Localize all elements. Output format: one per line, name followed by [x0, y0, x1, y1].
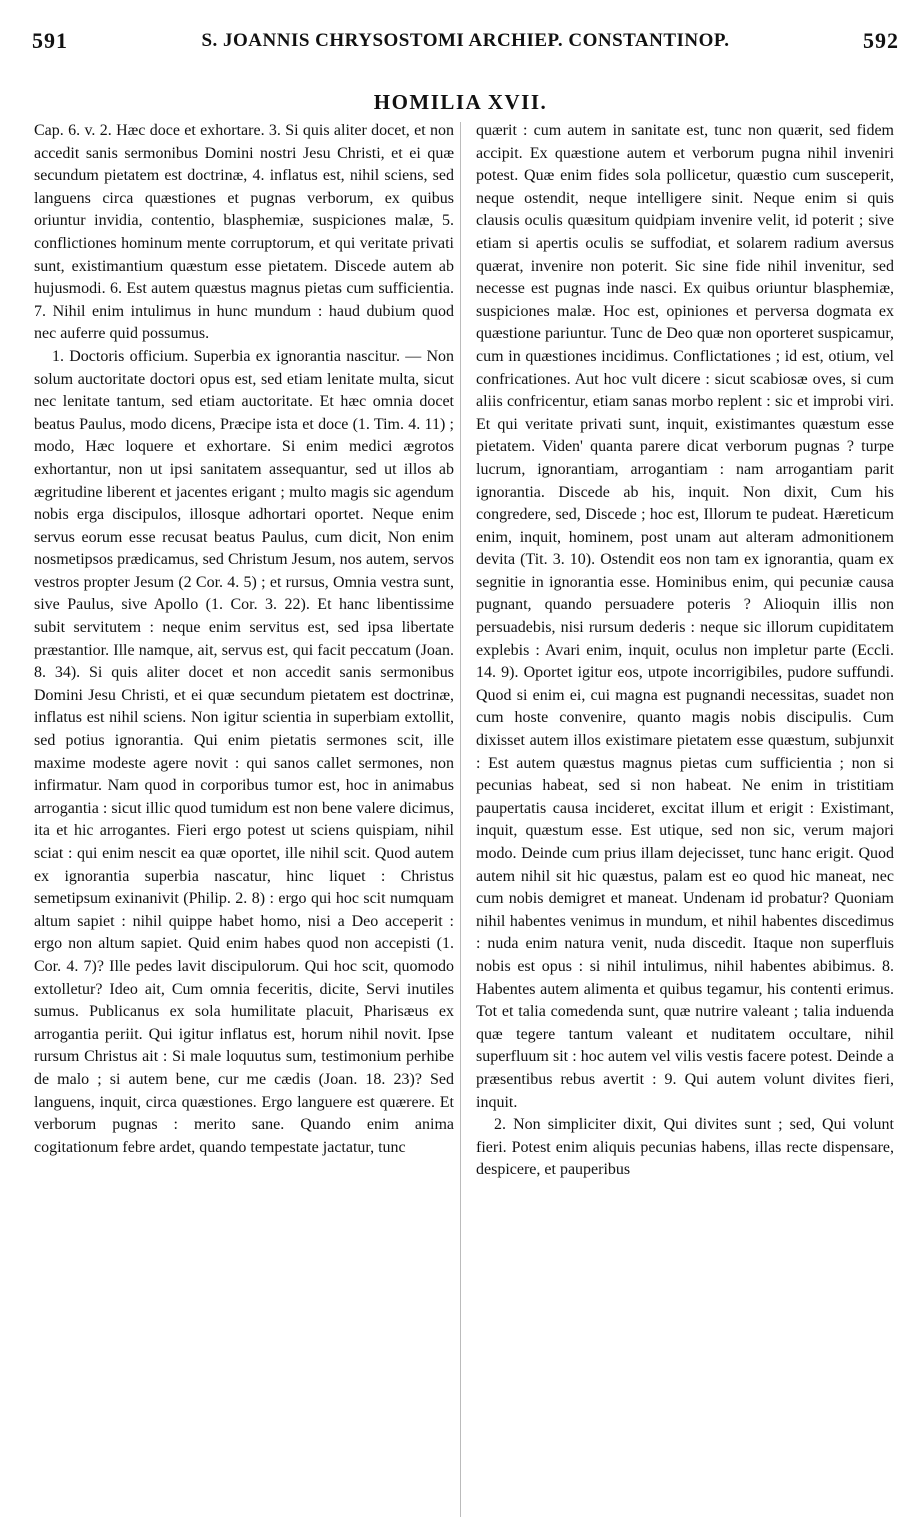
paragraph-1: 1. Doctoris officium. Superbia ex ignorantia nascitur. — Non solum auctoritate doctori opus est, sed etiam lenitate multa, sicut nec lenitate tantum, sed etiam auctoritate. Et hæc omnia docet beatus Paulus, modo dicens, Præcipe ista et doce (1. Tim. 4. 11) ; modo, Hæc loquere et exhortare. Si enim medici ægrotos exhortantur, non ut ipsi sanitatem assequantur, sed ut illos ab ægritudine liberent et jacentes erigant ; multo magis sic agendum nobis erga discipulos, illosque adhortari oportet. Neque enim servus eorum esse recusat beatus Paulus, cum dicit, Non enim nosmetipsos prædicamus, sed Christum Jesum, nos autem, servos vestros propter Jesum (2 Cor. 4. 5) ; et rursus, Omnia vestra sunt, sive Paulus, sive Apollo (1. Cor. 3. 22). Et hanc libentissime subit servitutem : neque enim servitus est, sed ipsa libertate præstantior. Ille namque, ait, servus est, qui facit peccatum (Joan. 8. 34). Si quis aliter docet et non accedit sanis sermonibus Domini Jesu Christi, et ei quæ secundum pietatem est doctrinæ, inflatus est nihil sciens. Non igitur scientia in superbiam extollit, sed potius ignorantia. Qui enim pietatis sermones scit, ille maxime modeste agere novit : qui sanos callet sermones, non infirmatur. Nam quod in corporibus tumor est, hoc in animabus arrogantia : sicut illic quod tumidum est non bene valere dicimus, ita et hic arrogantes. Fieri ergo potest ut sciens quispiam, nihil sciat : qui enim nescit ea quæ oportet, ille nihil scit. Quod autem ex ignorantia superbia nascatur, hinc liquet : Christus semetipsum exinanivit (Philip. 2. 8) : ergo qui hoc scit numquam altum sapiet : nihil quippe habet homo, nisi a Deo acceperit : ergo non altum sapiet. Quid enim habes quod non accepisti (1. Cor. 4. 7)? Ille pedes lavit discipulorum. Qui hoc scit, quomodo extolletur? Ideo ait, Cum omnia feceritis, dicite, Servi inutiles sumus. Publicanus ex sola humilitate placuit, Pharisæus ex arrogantia periit. Qui igitur inflatus est, horum nihil novit. Ipse rursum Christus ait : Si male loquutus sum, testimonium perhibe de malo ; si autem bene, cur me cædis (Joan. 18. 23)? Sed languens, inquit, circa quæstiones. Ergo languere est quærere. Et verborum pugnas : merito sane. Quando enim anima cogitationum febre ardet, quando tempestate jactatur, tunc — [34, 347, 454, 1156]
running-header — [32, 28, 899, 58]
page-number-left: 591 — [32, 28, 68, 53]
running-title: S. JOANNIS CHRYSOSTOMI ARCHIEP. CONSTANTINOP. — [201, 30, 730, 51]
paragraph-2: 2. Non simpliciter dixit, Qui divites sunt ; sed, Qui volunt fieri. Potest enim aliquis pecunias habens, illas recte dispensare, despicere, et pauperibus — [476, 1116, 894, 1179]
right-column — [476, 120, 894, 1525]
left-column — [34, 120, 454, 1525]
homily-title: HOMILIA XVII. — [373, 90, 548, 114]
paragraph-1-continued: quærit : cum autem in sanitate est, tunc non quærit, sed fidem accipit. Ex quæstione autem et verborum pugna nihil inveniri potest. Quæ enim fides sola pollicetur, quæstio cum susceperit, neque ostendit, neque intelligere sinit. Neque enim si quis clausis oculis quæsitum quidpiam invenire velit, id poterit ; sive etiam si apertis oculis se suffodiat, et solarem radium aversus quærat, invenire non poterit. Sic sine fide nihil invenitur, sed necesse est pugnas inde nasci. Ex quibus oriuntur blasphemiæ, suspiciones malæ. Hoc est, opiniones et perversa dogmata ex quæstione pariuntur. Tunc de Deo quæ non oporteret suspicamur, cum in quæstiones incidimus. Conflictationes ; id est, otium, vel confricationes. Aut hoc vult dicere : sicut scabiosæ oves, si cum aliis confricentur, etiam sanas morbo replent : sic et improbi viri. Et qui veritate privati sunt, inquit, existimantes quæstum esse pietatem. Viden' quanta parere dicat verborum pugnas ? turpe lucrum, ignorantiam, arrogantiam : nam arrogantiam parit ignorantia. Discede ab his, inquit. Non dixit, Cum his congredere, sed, Discede ; hoc est, Illorum te pudeat. Hæreticum enim, inquit, hominem, post unam aut alteram admonitionem devita (Tit. 3. 10). Ostendit eos non tam ex ignorantia, quam ex segnitie in ignorantia esse. Hominibus enim, qui pecuniæ causa pugnant, quando persuadere poteris ? Alioquin illis non persuadebis, nisi rursum dederis : neque sic illorum cupiditatem explebis : Avari enim, inquit, oculus non impletur parte (Eccli. 14. 9). Oportet igitur eos, utpote incorrigibiles, pudore suffundi. Quod si enim ei, cui magna est pugnandi necessitas, suadet non cum hoste convenire, quanto magis nobis discipulis. Cum dixisset autem illos existimare pietatem esse quæstum, subjunxit : Est autem quæstus magnus pietas cum sufficientia ; non si pecunias habeat, sed si non habeat. Ne enim in tristitiam paupertatis causa incideret, excitat illum et erigit : Existimant, inquit, quæstum esse. Est utique, sed non sic, verum majori modo. Deinde cum prius illam dejecisset, tunc hanc erigit. Quod autem nihil sit hic quæstus, palam est eo quod hic maneat, nec cum nobis demigret et maneat. Undenam id probatur? Quoniam nihil habentes venimus in mundum, et nihil habentes discedimus : nuda enim natura venit, nuda discedit. Itaque non superfluis nobis est opus : si nihil intulimus, nihil habentes abibimus. 8. Habentes autem alimenta et quibus tegamur, his contenti erimus. Tot et talia comedenda sunt, quæ nutrire valeant ; talia induenda quæ tegere tantum valeant et nuditatem occultare, nihil superfluum sit : hoc autem vel vilis vestis facere potest. Deinde a præsentibus rebus avertit : 9. Qui autem volunt divites fieri, inquit. — [476, 122, 894, 1111]
scripture-lemma: Cap. 6. v. 2. Hæc doce et exhortare. 3. Si quis aliter docet, et non accedit sanis sermonibus Domini nostri Jesu Christi, et ei quæ secundum pietatem est doctrinæ, 4. inflatus est, nihil sciens, sed languens circa quæstiones et pugnas verborum, ex quibus oriuntur invidia, contentio, blasphemiæ, suspiciones malæ, 5. conflictiones hominum mente corruptorum, et qui veritate privati sunt, existimantium quæstum esse pietatem. Discede autem ab hujusmodi. 6. Est autem quæstus magnus pietas cum sufficientia. 7. Nihil enim intulimus in hunc mundum : haud dubium quod nec auferre quid possumus. — [34, 122, 454, 343]
column-divider — [460, 122, 461, 1517]
page-number-right: 592 — [863, 28, 899, 53]
